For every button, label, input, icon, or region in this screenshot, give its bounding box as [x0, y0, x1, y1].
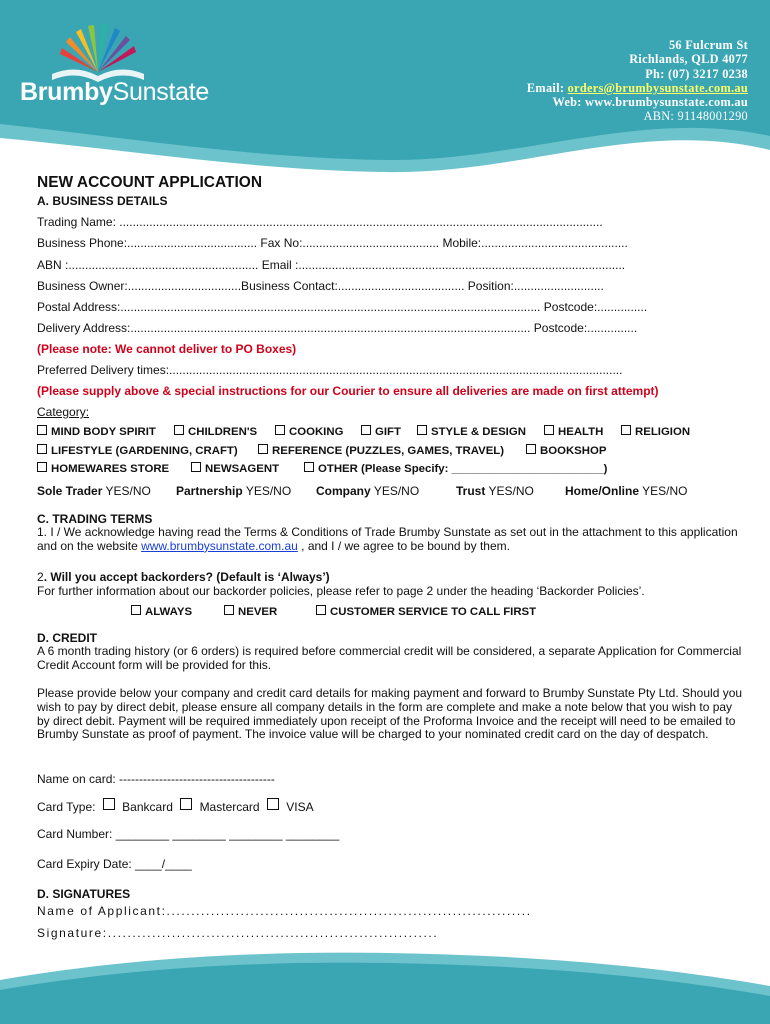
category-checkbox-mind-body-spirit[interactable]: MIND BODY SPIRIT	[37, 425, 156, 439]
checkbox-icon	[191, 462, 201, 472]
bankcard-label: Bankcard	[122, 800, 173, 814]
category-checkbox-childrens[interactable]: CHILDREN'S	[174, 425, 257, 439]
category-checkbox-other[interactable]: OTHER (Please Specify: ________________________)	[304, 462, 607, 476]
address-line2: Richlands, QLD 4077	[629, 52, 748, 67]
card-number-field[interactable]: Card Number: ________ ________ ________ ________	[37, 827, 340, 841]
checkbox-icon	[37, 462, 47, 472]
credit-paragraph-1: A 6 month trading history (or 6 orders) is required before commercial credit will be considered, a separate Application for Commercial Credit Account form will be provided for this.	[37, 644, 742, 672]
bankcard-checkbox[interactable]	[103, 798, 115, 810]
section-d-credit-heading: D. CREDIT	[37, 631, 97, 645]
section-a-heading: A. BUSINESS DETAILS	[37, 194, 168, 208]
entity-home-online[interactable]: Home/Online YES/NO	[565, 484, 688, 498]
checkbox-icon	[361, 425, 371, 435]
po-box-note: (Please note: We cannot deliver to PO Boxes)	[37, 342, 297, 356]
category-checkbox-cooking[interactable]: COOKING	[275, 425, 343, 439]
backorder-call-first-checkbox[interactable]: CUSTOMER SERVICE TO CALL FIRST	[316, 605, 536, 619]
checkbox-icon	[224, 605, 234, 615]
visa-label: VISA	[286, 800, 314, 814]
credit-paragraph-2: Please provide below your company and credit card details for making payment and forward to Brumby Sunstate Pty Ltd. Should you wish to pay by direct debit, please ensure all company details in the form are complete and make a note below that you wish to pay by direct debit. Payment will be required immediately upon receipt of the Proforma Invoice and the receipt will need to be emailed to Brumby Sunstate as proof of payment. The invoice value will be charged to your nominated credit card on the day of despatch.	[37, 686, 743, 742]
category-checkbox-gift[interactable]: GIFT	[361, 425, 401, 439]
card-type-row	[37, 798, 314, 814]
email-link[interactable]: orders@brumbysunstate.com.au	[567, 80, 748, 95]
brand-name: BrumbySunstate	[20, 78, 209, 106]
checkbox-icon	[526, 444, 536, 454]
email-line: Email: orders@brumbysunstate.com.au	[526, 80, 748, 95]
backorder-info: For further information about our backorder policies, please refer to page 2 under the heading ‘Backorder Policies’.	[37, 584, 645, 598]
category-checkbox-lifestyle[interactable]: LIFESTYLE (GARDENING, CRAFT)	[37, 444, 238, 458]
checkbox-icon	[258, 444, 268, 454]
category-checkbox-bookshop[interactable]: BOOKSHOP	[526, 444, 606, 458]
checkbox-icon	[131, 605, 141, 615]
entity-trust[interactable]: Trust YES/NO	[456, 484, 534, 498]
backorder-always-checkbox[interactable]: ALWAYS	[131, 605, 192, 619]
checkbox-icon	[174, 425, 184, 435]
category-checkbox-reference[interactable]: REFERENCE (PUZZLES, GAMES, TRAVEL)	[258, 444, 504, 458]
checkbox-icon	[275, 425, 285, 435]
category-checkbox-newsagent[interactable]: NEWSAGENT	[191, 462, 279, 476]
card-type-label: Card Type:	[37, 800, 96, 814]
postal-address-field[interactable]: Postal Address:.............................................................................................................................. Postcode:...............	[37, 300, 648, 314]
abn-email-field[interactable]: ABN :......................................................... Email :..................................................................................................	[37, 258, 626, 272]
visa-checkbox[interactable]	[267, 798, 279, 810]
section-c-heading: C. TRADING TERMS	[37, 512, 153, 526]
checkbox-icon	[316, 605, 326, 615]
entity-company[interactable]: Company YES/NO	[316, 484, 420, 498]
business-phone-field[interactable]: Business Phone:....................................... Fax No:......................................... Mobile:............................................	[37, 236, 628, 250]
mastercard-checkbox[interactable]	[180, 798, 192, 810]
address-line1: 56 Fulcrum St	[668, 38, 748, 52]
name-on-card-field[interactable]: Name on card: ---------------------------------------	[37, 772, 275, 786]
backorder-question: 2. Will you accept backorders? (Default is ‘Always’)	[37, 570, 330, 584]
footer-banner	[0, 950, 770, 1024]
terms-paragraph: 1. I / We acknowledge having read the Terms & Conditions of Trade Brumby Sunstate as set out in the attachment to this application and on the website www.brumbysunstate.com.au , and I / we agree to be bound by them.	[37, 525, 738, 553]
checkbox-icon	[37, 425, 47, 435]
category-checkbox-style-design[interactable]: STYLE & DESIGN	[417, 425, 526, 439]
backorder-never-checkbox[interactable]: NEVER	[224, 605, 277, 619]
section-d-signatures-heading: D. SIGNATURES	[37, 887, 131, 901]
courier-note: (Please supply above & special instructions for our Courier to ensure all deliveries are made on first attempt)	[37, 384, 659, 398]
checkbox-icon	[304, 462, 314, 472]
abn-line: ABN: 91148001290	[643, 109, 748, 124]
delivery-times-field[interactable]: Preferred Delivery times:........................................................................................................................................	[37, 363, 623, 377]
business-owner-field[interactable]: Business Owner:..................................Business Contact:...................................... Position:...........................	[37, 279, 604, 293]
category-checkbox-health[interactable]: HEALTH	[544, 425, 603, 439]
checkbox-icon	[544, 425, 554, 435]
category-label: Category:	[37, 405, 90, 419]
delivery-address-field[interactable]: Delivery Address:........................................................................................................................ Postcode:...............	[37, 321, 638, 335]
web-line: Web: www.brumbysunstate.com.au	[552, 95, 748, 110]
contact-block	[428, 38, 748, 124]
checkbox-icon	[37, 444, 47, 454]
card-expiry-field[interactable]: Card Expiry Date: ____/____	[37, 857, 192, 871]
entity-partnership[interactable]: Partnership YES/NO	[176, 484, 292, 498]
mastercard-label: Mastercard	[199, 800, 260, 814]
entity-sole-trader[interactable]: Sole Trader YES/NO	[37, 484, 151, 498]
signature-field[interactable]: Signature:...................................................................	[37, 926, 439, 940]
category-checkbox-homewares[interactable]: HOMEWARES STORE	[37, 462, 169, 476]
category-checkbox-religion[interactable]: RELIGION	[621, 425, 690, 439]
checkbox-icon	[417, 425, 427, 435]
applicant-name-field[interactable]: Name of Applicant:..........................................................................	[37, 904, 532, 918]
trading-name-field[interactable]: Trading Name: .................................................................................................................................................	[37, 215, 603, 229]
checkbox-icon	[621, 425, 631, 435]
form-title: NEW ACCOUNT APPLICATION	[37, 174, 263, 191]
website-link[interactable]: www.brumbysunstate.com.au	[141, 538, 298, 553]
phone-line: Ph: (07) 3217 0238	[645, 66, 748, 81]
